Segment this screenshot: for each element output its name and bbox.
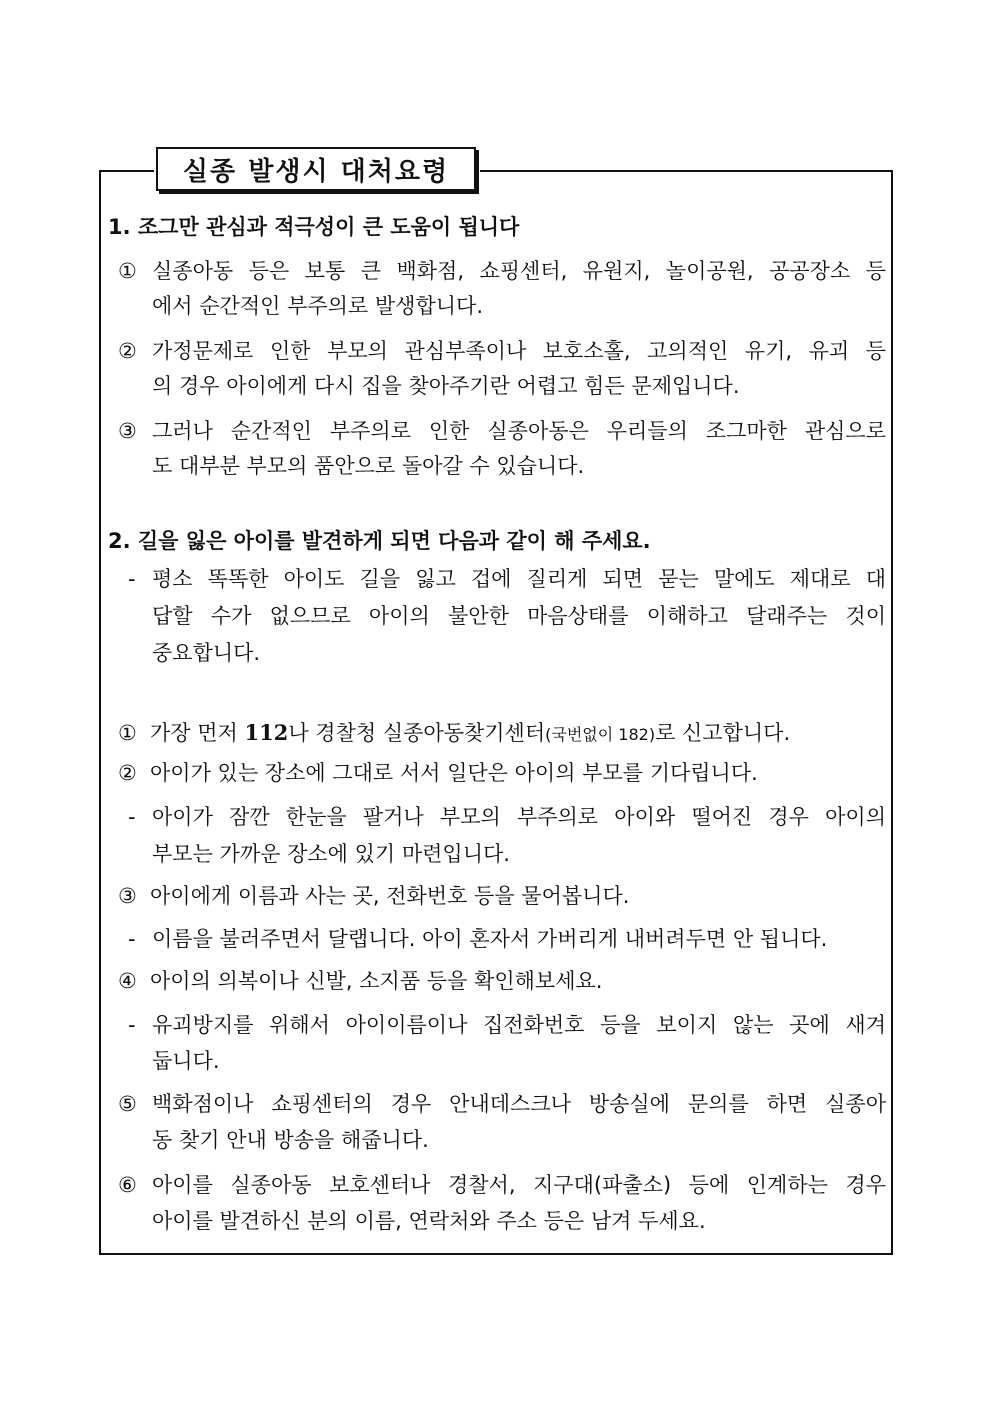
item-mark: ① [118, 259, 137, 283]
intro-line2: 답할 수가 없으므로 아이의 불안한 마음상태를 이해하고 달래주는 것이 [152, 604, 886, 628]
section1-item1-line2: 에서 순간적인 부주의로 발생합니다. [152, 294, 483, 318]
intro-line1: 평소 똑똑한 아이도 길을 잃고 겁에 질리게 되면 묻는 말에도 제대로 대 [152, 567, 886, 591]
step-mark: ② [118, 761, 137, 785]
section1-item3-line2: 도 대부분 부모의 품안으로 돌아갈 수 있습니다. [152, 454, 585, 478]
step6-line1: 아이를 실종아동 보호센터나 경찰서, 지구대(파출소) 등에 인계하는 경우 [152, 1173, 886, 1197]
step1-number: 112 [244, 720, 289, 745]
step2-note-line2: 부모는 가까운 장소에 있기 마련입니다. [152, 842, 510, 866]
step6-line2: 아이를 발견하신 분의 이름, 연락처와 주소 등은 남겨 두세요. [152, 1209, 706, 1233]
step4-note-line2: 둡니다. [152, 1049, 220, 1073]
dash-mark: - [128, 1013, 136, 1037]
dash-mark: - [128, 927, 136, 951]
step1-post: 로 신고합니다. [655, 721, 791, 745]
section1-item2-line2: 의 경우 아이에게 다시 집을 찾아주기란 어렵고 힘든 문제입니다. [152, 374, 740, 398]
step1-mid: 나 경찰청 실종아동찾기센터 [288, 721, 546, 745]
step4-note-line1: 유괴방지를 위해서 아이이름이나 집전화번호 등을 보이지 않는 곳에 새겨 [152, 1013, 886, 1037]
section1-item3-line1: 그러나 순간적인 부주의로 인한 실종아동은 우리들의 조그마한 관심으로 [152, 419, 886, 443]
item-mark: ③ [118, 419, 137, 443]
intro-line3: 중요합니다. [152, 641, 261, 665]
step1-pre: 가장 먼저 [150, 721, 245, 745]
section2-heading: 2. 길을 잃은 아이를 발견하게 되면 다음과 같이 해 주세요. [108, 529, 651, 553]
step2-text: 아이가 있는 장소에 그대로 서서 일단은 아이의 부모를 기다립니다. [150, 761, 758, 785]
step1-text [150, 720, 790, 748]
section1-heading: 1. 조그만 관심과 적극성이 큰 도움이 됩니다 [108, 215, 520, 239]
step3-note-text: 이름을 불러주면서 달랩니다. 아이 혼자서 가버리게 내버려두면 안 됩니다. [152, 927, 828, 951]
dash-mark: - [128, 805, 136, 829]
section1-item1-line1: 실종아동 등은 보통 큰 백화점, 쇼핑센터, 유원지, 놀이공원, 공공장소 등 [152, 259, 886, 283]
page-title: 실종 발생시 대처요령 [156, 147, 476, 191]
step-mark: ④ [118, 969, 137, 993]
section1-item2-line1: 가정문제로 인한 부모의 관심부족이나 보호소홀, 고의적인 유기, 유괴 등 [152, 339, 886, 363]
step-mark: ① [118, 721, 137, 745]
step-mark: ⑤ [118, 1092, 137, 1116]
step4-text: 아이의 의복이나 신발, 소지품 등을 확인해보세요. [150, 969, 603, 993]
step-mark: ③ [118, 884, 137, 908]
step2-note-line1: 아이가 잠깐 한눈을 팔거나 부모의 부주의로 아이와 떨어진 경우 아이의 [152, 805, 886, 829]
step1-note: (국번없이 182) [545, 725, 656, 744]
step5-line1: 백화점이나 쇼핑센터의 경우 안내데스크나 방송실에 문의를 하면 실종아 [152, 1092, 886, 1116]
step-mark: ⑥ [118, 1173, 137, 1197]
step3-text: 아이에게 이름과 사는 곳, 전화번호 등을 물어봅니다. [150, 884, 630, 908]
dash-mark: - [128, 567, 136, 591]
item-mark: ② [118, 339, 137, 363]
step5-line2: 동 찾기 안내 방송을 해줍니다. [152, 1128, 429, 1152]
